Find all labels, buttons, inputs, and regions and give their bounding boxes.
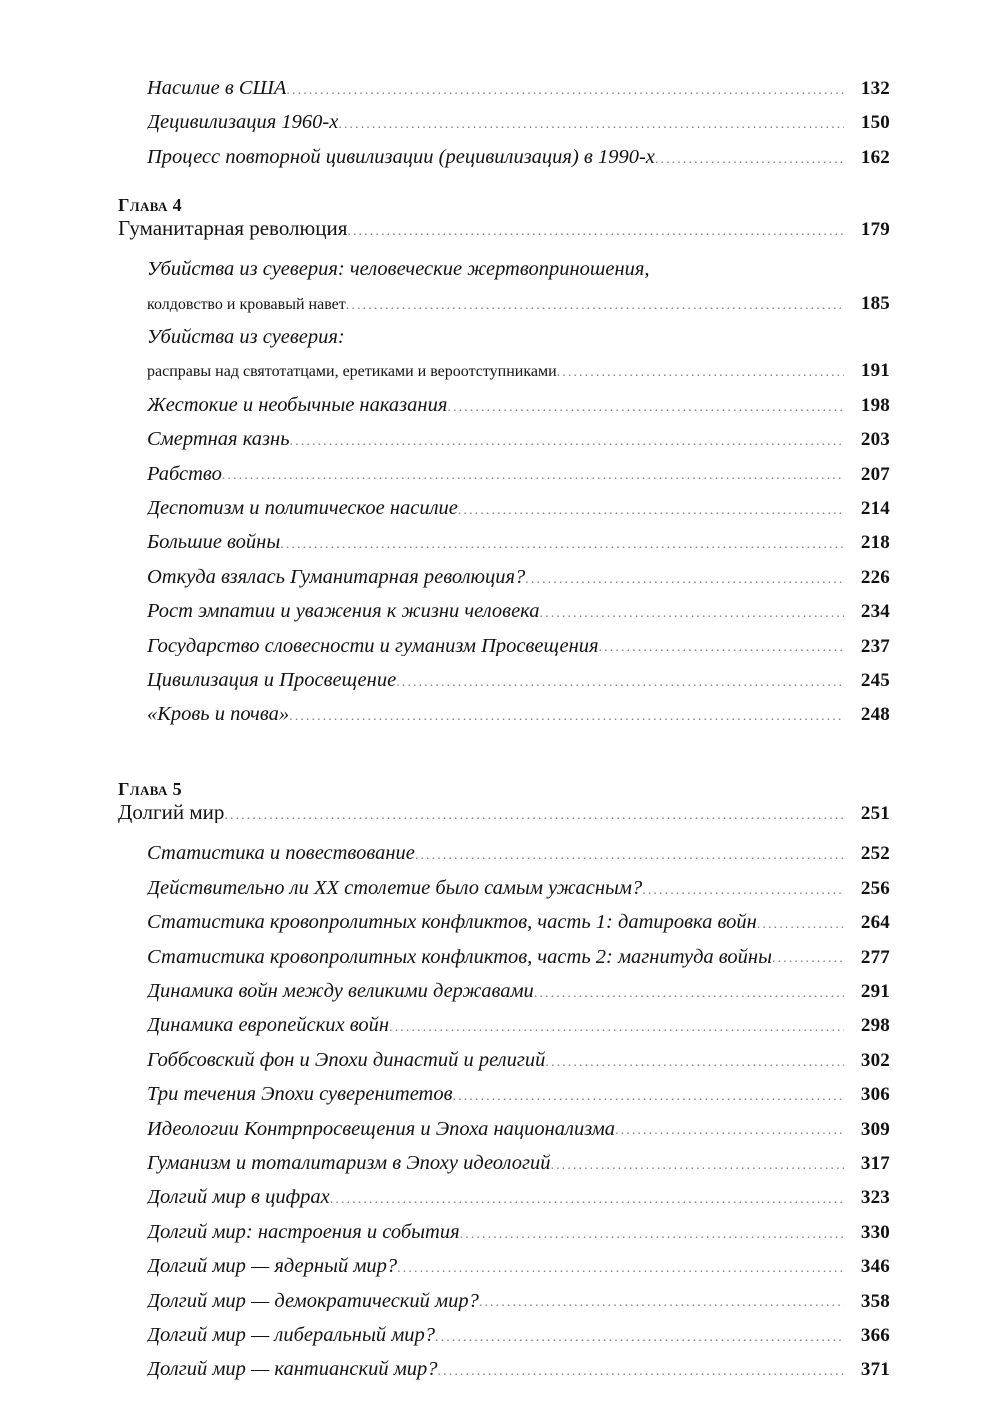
toc-entry-page: 234: [860, 601, 890, 623]
toc-entry-page: 207: [860, 463, 890, 485]
toc-entry-page: 248: [860, 704, 890, 726]
leader-dots: [540, 607, 845, 623]
leader-dots: [545, 1056, 844, 1072]
chapter-title: Долгий мир: [118, 801, 225, 824]
toc-entry-page: 185: [860, 292, 890, 314]
toc-entry-page: 346: [860, 1256, 890, 1278]
leader-dots: [280, 538, 844, 554]
toc-entry[interactable]: [147, 912, 890, 934]
toc-entry[interactable]: [147, 1222, 890, 1244]
chapter-page: 179: [860, 219, 890, 241]
toc-entry[interactable]: [147, 601, 890, 623]
toc-entry-page: 298: [860, 1015, 890, 1037]
toc-entry[interactable]: [147, 878, 890, 900]
leader-dots: [389, 1021, 844, 1037]
toc-entry-page: 277: [860, 946, 890, 968]
toc-entry[interactable]: [147, 843, 890, 865]
toc-entry-title: Динамика европейских войн: [147, 1015, 390, 1037]
toc-entry-title: Децивилизация 1960-х: [147, 112, 339, 134]
chapter-label: Глава 4: [118, 194, 183, 215]
leader-dots: [397, 1262, 844, 1278]
toc-entry[interactable]: [147, 147, 890, 169]
leader-dots: [757, 918, 844, 934]
leader-dots: [599, 642, 844, 658]
toc-entry-page: 358: [860, 1290, 890, 1312]
chapter-title-row[interactable]: [118, 217, 890, 241]
toc-entry-title: Процесс повторной цивилизации (рецивилизация) в 1990-х: [147, 146, 655, 168]
toc-entry[interactable]: [147, 395, 890, 417]
leader-dots: [289, 710, 844, 726]
leader-dots: [557, 366, 844, 382]
toc-entry[interactable]: [147, 327, 890, 382]
toc-entry-page: 306: [860, 1084, 890, 1106]
toc-entry-page: 237: [860, 635, 890, 657]
leader-dots: [534, 987, 844, 1003]
leader-dots: [435, 1331, 844, 1347]
section-gap: [118, 739, 890, 753]
toc-entry-page: 264: [860, 912, 890, 934]
toc-entry-title-line1: Убийства из суеверия: человеческие жертвоприношения,: [147, 258, 650, 281]
toc-entry[interactable]: [147, 532, 890, 554]
toc-entry-page: 203: [860, 429, 890, 451]
toc-entry[interactable]: [147, 464, 890, 486]
leader-dots: [615, 1125, 844, 1141]
toc-entry-title: Долгий мир — либеральный мир?: [147, 1324, 436, 1346]
toc-entry-page: 150: [860, 112, 890, 134]
leader-dots: [286, 84, 844, 100]
toc-entry-title: Насилие в США: [147, 78, 287, 99]
leader-dots: [290, 435, 844, 451]
chapter-5-entries: [118, 843, 890, 1381]
toc-entry-title: Долгий мир: настроения и события: [147, 1221, 460, 1243]
toc-entry-title: Жестокие и необычные наказания: [147, 394, 448, 416]
toc-entry-page: 132: [860, 78, 890, 99]
chapter-block-4: [118, 195, 890, 242]
toc-entry-title: Государство словесности и гуманизм Просвещения: [147, 635, 599, 657]
toc-entry-title: Гуманизм и тоталитаризм в Эпоху идеологий: [147, 1152, 551, 1174]
toc-entry[interactable]: [147, 1050, 890, 1072]
toc-entry[interactable]: [147, 947, 890, 969]
toc-entry-page: 214: [860, 498, 890, 520]
toc-entry-page: 323: [860, 1187, 890, 1209]
toc-entry[interactable]: [147, 704, 890, 726]
chapter-page: 251: [860, 803, 890, 825]
toc-entry-page: 198: [860, 394, 890, 416]
toc-entry-page: 302: [860, 1049, 890, 1071]
toc-entry[interactable]: [147, 259, 890, 314]
leader-dots: [347, 225, 844, 241]
leader-dots: [330, 1193, 844, 1209]
leader-dots: [460, 1228, 844, 1244]
toc-entry[interactable]: [147, 636, 890, 658]
chapter-4-entries: [118, 259, 890, 726]
toc-entry-title: Идеологии Контрпросвещения и Эпоха национализма: [147, 1118, 616, 1140]
toc-entry-title: расправы над святотатцами, еретиками и вероотступниками: [147, 363, 557, 381]
toc-entry-title: Долгий мир в цифрах: [147, 1187, 330, 1209]
leader-dots: [453, 1090, 845, 1106]
leader-dots: [396, 676, 844, 692]
toc-entry-title: Цивилизация и Просвещение: [147, 669, 397, 691]
toc-entry[interactable]: [147, 429, 890, 451]
toc-entry[interactable]: [147, 1119, 890, 1141]
toc-entry-title: Долгий мир — кантианский мир?: [147, 1359, 438, 1381]
toc-entry-title: Долгий мир — ядерный мир?: [147, 1256, 398, 1278]
leader-dots: [447, 401, 844, 417]
toc-entry-title: Рабство: [147, 463, 222, 485]
toc-entry[interactable]: [147, 567, 890, 589]
toc-entry-page: 162: [860, 146, 890, 168]
toc-entry-page: 252: [860, 843, 890, 865]
toc-entry[interactable]: [147, 1256, 890, 1278]
toc-entry[interactable]: [147, 1015, 890, 1037]
toc-entry[interactable]: [147, 981, 890, 1003]
toc-entry-title: Действительно ли XX столетие было самым ужасным?: [147, 877, 643, 899]
toc-entry-title: Рост эмпатии и уважения к жизни человека: [147, 601, 540, 623]
toc-entry[interactable]: [147, 1359, 890, 1381]
toc-entry-title: Статистика кровопролитных конфликтов, часть 2: магнитуда войны: [147, 946, 772, 968]
leader-dots: [346, 299, 844, 315]
toc-entry-page: 291: [860, 981, 890, 1002]
leader-dots: [338, 118, 844, 134]
leader-dots: [415, 849, 844, 865]
chapter-title: Гуманитарная революция: [118, 217, 348, 240]
toc-entry-title: Долгий мир — демократический мир?: [147, 1290, 479, 1312]
leader-dots: [772, 953, 844, 969]
toc-entry-title: колдовство и кровавый навет: [147, 295, 346, 313]
toc-entry-page: 330: [860, 1221, 890, 1243]
leader-dots: [550, 1159, 844, 1175]
toc-entry-page: 191: [860, 360, 890, 382]
leader-dots: [655, 153, 844, 169]
toc-entry-page: 309: [860, 1118, 890, 1140]
toc-entry-page: 371: [860, 1359, 890, 1381]
leader-dots: [642, 884, 844, 900]
toc-entry-title-line1: Убийства из суеверия:: [147, 326, 345, 349]
toc-entry[interactable]: [147, 1153, 890, 1175]
chapter-label: Глава 5: [118, 778, 183, 799]
toc-entry[interactable]: [147, 1187, 890, 1209]
toc-entry-title: Статистика кровопролитных конфликтов, часть 1: датировка войн: [147, 912, 757, 934]
toc-entry-page: 317: [860, 1152, 890, 1174]
toc-entry-page: 218: [860, 532, 890, 554]
toc-entry-title: «Кровь и почва»: [147, 704, 290, 726]
toc-entry-page: 256: [860, 877, 890, 899]
toc-entry-title: Большие войны: [147, 532, 281, 554]
toc-entry-title: Гоббсовский фон и Эпохи династий и религий: [147, 1049, 546, 1071]
leader-dots: [438, 1365, 844, 1381]
toc-entry-title: Три течения Эпохи суверенитетов: [147, 1084, 453, 1106]
leader-dots: [458, 504, 844, 520]
chapter-block-5: [118, 779, 890, 826]
leader-dots: [525, 573, 844, 589]
toc-entry[interactable]: [147, 1084, 890, 1106]
toc-entry[interactable]: [147, 78, 890, 100]
toc-entry[interactable]: [147, 498, 890, 520]
toc-entry-title: Статистика и повествование: [147, 843, 415, 865]
toc-entry-title: Откуда взялась Гуманитарная революция?: [147, 566, 526, 588]
toc-entry-page: 245: [860, 669, 890, 691]
toc-entry[interactable]: [147, 1291, 890, 1313]
leader-dots: [479, 1297, 844, 1313]
toc-entry[interactable]: [147, 1325, 890, 1347]
leader-dots: [222, 470, 844, 486]
chapter-title-row[interactable]: [118, 801, 890, 825]
leader-dots: [224, 809, 844, 825]
toc-entry-title: Смертная казнь: [147, 429, 290, 451]
toc-entry-title: Деспотизм и политическое насилие: [147, 498, 458, 519]
toc-entry[interactable]: [147, 112, 890, 134]
toc-entry-title: Динамика войн между великими державами: [147, 981, 534, 1002]
toc-entry-page: 366: [860, 1324, 890, 1346]
toc-top-section: [118, 78, 890, 169]
toc-entry-page: 226: [860, 566, 890, 588]
toc-entry[interactable]: [147, 670, 890, 692]
